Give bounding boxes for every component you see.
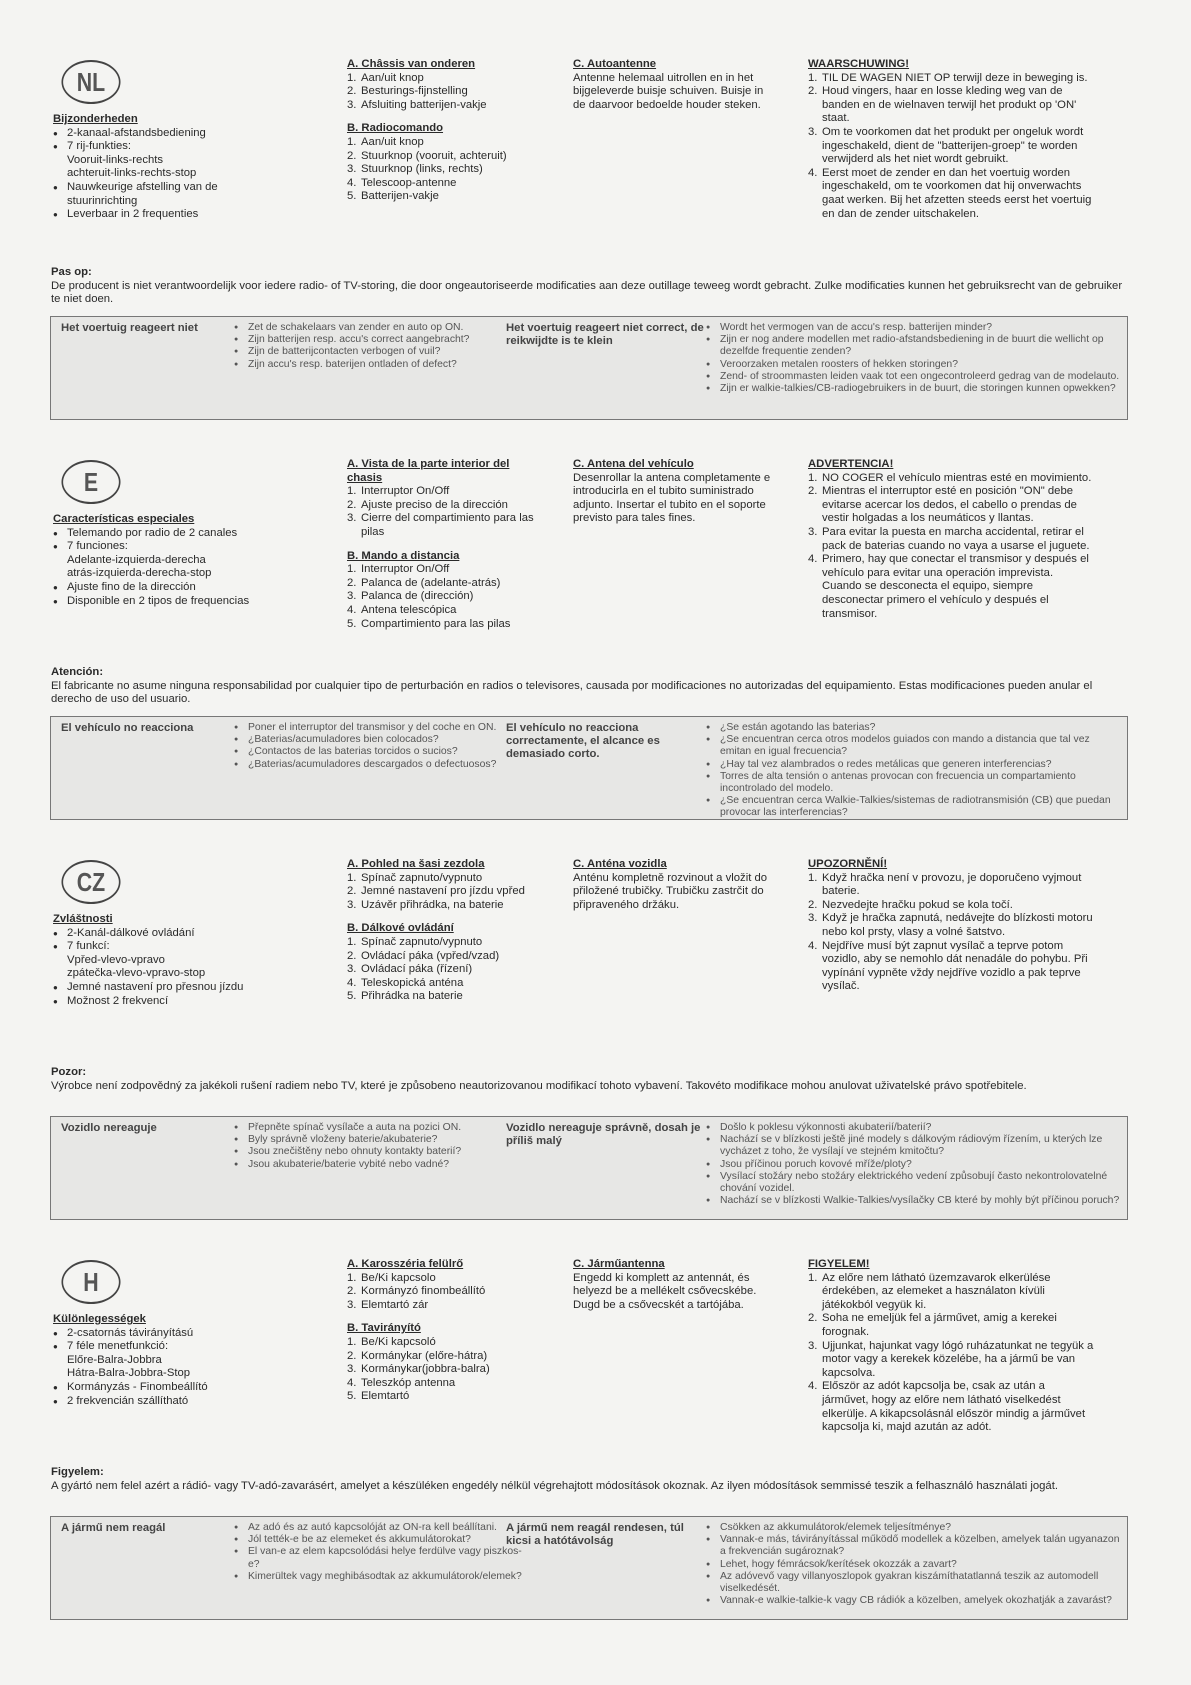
numbered-item: 2. Kormánykar (előre-hátra): [347, 1349, 488, 1362]
troubleshoot-range-title: Het voertuig reageert niet correct, de reikwijdte is te klein: [506, 322, 704, 347]
numbered-item: 2. Mientras el interruptor esté en posición "ON" debe evitarse acercar los dedos, el cabello o prendas de vestir holgadas a los neumáticos y llantas.: [808, 485, 1077, 525]
list-item: ● Zijn de batterijcontacten verbogen of vuil?: [234, 346, 524, 358]
parts-column: [347, 58, 547, 204]
features-title: Características especiales: [53, 513, 195, 525]
antenna-text: Antenne helemaal uitrollen en in het bijgeleverde buisje schuiven. Buisje in de daarvoor bedoelde houder steken.: [573, 71, 764, 111]
numbered-item: 2. Houd vingers, haar en losse kleding weg van de banden en de wielnaven terwijl het produkt op 'ON' staat.: [808, 85, 1077, 125]
numbered-item: 1. Interruptor On/Off: [347, 563, 450, 576]
remote-title: B. Radiocomando: [347, 122, 444, 135]
numbered-item: 2. Jemné nastavení pro jízdu vpřed: [347, 885, 525, 898]
list-item: ● Ajuste fino de la dirección: [53, 581, 283, 595]
numbered-item: 5. Přihrádka na baterie: [347, 990, 463, 1003]
chassis-title: A. Pohled na šasi zezdola: [347, 858, 485, 870]
list-item: ● Lehet, hogy fémrácsok/kerítések okozzák a zavart?: [706, 1559, 1121, 1571]
list-item: ● Zijn er walkie-talkies/CB-radiogebruikers in de buurt, die storingen kunnen opwekken?: [706, 383, 1121, 395]
numbered-item: 4. Nejdříve musí být zapnut vysílač a teprve potom vozidlo, aby se nemohlo dát nenadále do pohybu. Při vypínání vypněte vždy nejdříve vozidlo a pak teprve vysílač.: [808, 939, 1088, 993]
list-item: ● El van-e az elem kapcsolódási helye ferdülve vagy piszkos-e?: [234, 1546, 524, 1570]
list-item: ● Telemando por radio de 2 canales: [53, 527, 283, 541]
remote-list: [347, 563, 547, 631]
parts-column: [347, 1258, 547, 1404]
language-badge: NL: [61, 60, 120, 104]
parts-column: [347, 858, 547, 1004]
numbered-item: 2. Kormányzó finombeállító: [347, 1285, 486, 1298]
troubleshoot-range-list: [706, 322, 1121, 395]
numbered-item: 3. Elemtartó zár: [347, 1298, 429, 1311]
numbered-item: 4. Primero, hay que conectar el transmisor y después el vehículo para evitar una operación imprevista. Cuando se desconecta el equipo, siempre desconectar primero el vehículo y después el transmisor.: [808, 553, 1089, 620]
list-item: ● Jemné nastavení pro přesnou jízdu: [53, 981, 283, 995]
list-item: ● Az adó és az autó kapcsolóját az ON-ra kell beállítani.: [234, 1522, 524, 1534]
list-item: ● ¿Baterias/acumuladores bien colocados?: [234, 734, 524, 746]
features-column: [53, 113, 283, 222]
antenna-text: Engedd ki komplett az antennát, és helyezd be a mellékelt csővecskébe. Dugd be a csővecskét a tartójába.: [573, 1271, 757, 1311]
remote-title: B. Mando a distancia: [347, 549, 460, 562]
chassis-list: [347, 485, 547, 539]
list-item: ● Byly správně vloženy baterie/akubaterie?: [234, 1134, 524, 1146]
warning-list: [808, 1272, 1094, 1435]
numbered-item: 1. Spínač zapnuto/vypnuto: [347, 871, 483, 884]
troubleshoot-no-reaction-list: [234, 1122, 524, 1171]
disclaimer-text: A gyártó nem felel azért a rádió- vagy TV-adó-zavarásért, amelyet a készüléken engedély nélkül végrehajtott módosítások okoznak. Az ilyen módosítások semmissé teszik a felhasználó használati jogát.: [51, 1479, 1058, 1492]
features-title: Különlegességek: [53, 1313, 146, 1325]
disclaimer: [51, 666, 1131, 707]
features-column: [53, 913, 283, 1008]
list-item: ● Jsou příčinou poruch kovové mříže/ploty?: [706, 1159, 1121, 1171]
list-item: ● Došlo k poklesu výkonnosti akubaterií/baterií?: [706, 1122, 1121, 1134]
language-badge: H: [61, 1260, 120, 1304]
list-item: ● Wordt het vermogen van de accu's resp. batterijen minder?: [706, 322, 1121, 334]
numbered-item: 4. Teleszkóp antenna: [347, 1376, 456, 1389]
warning-list: [808, 872, 1094, 994]
troubleshoot-no-reaction-list: [234, 722, 524, 771]
numbered-item: 3. Stuurknop (links, rechts): [347, 163, 483, 176]
list-item: ● ¿Baterias/acumuladores descargados o defectuosos?: [234, 759, 524, 771]
warning-title: FIGYELEM!: [808, 1258, 870, 1270]
antenna-text: Desenrollar la antena completamente e introducirla en el tubito suministrado adjunto. Insertar el tubito en el soporte previsto para tales fines.: [573, 471, 771, 525]
antenna-column: [573, 58, 778, 112]
numbered-item: 2. Stuurknop (vooruit, achteruit): [347, 149, 507, 162]
numbered-item: 1. NO COGER el vehículo mientras esté en movimiento.: [808, 471, 1092, 484]
disclaimer-text: Výrobce není zodpovědný za jakékoli rušení radiem nebo TV, které je způsobeno neautorizovanou modifikací tohoto vybavení. Takovéto modifikace mohou anulovat uživatelské právo spotřebitele.: [51, 1079, 1027, 1092]
troubleshoot-no-reaction-title: El vehículo no reacciona: [61, 722, 194, 734]
numbered-item: 4. Telescoop-antenne: [347, 176, 457, 189]
troubleshooting-box: [50, 316, 1128, 420]
numbered-item: 1. Aan/uit knop: [347, 71, 424, 84]
numbered-item: 3. Ovládací páka (řízení): [347, 963, 473, 976]
list-item: ● Vannak-e walkie-talkie-k vagy CB rádiók a közelben, amelyek okozhatják a zavarást?: [706, 1595, 1121, 1607]
warning-title: UPOZORNĚNÍ!: [808, 858, 888, 870]
remote-list: [347, 936, 547, 1004]
list-item: ● ¿Se encuentran cerca Walkie-Talkies/sistemas de radiotransmisión (CB) que puedan provocar las interferencias?: [706, 795, 1121, 819]
list-item: ● 2-csatornás távirányítású: [53, 1327, 283, 1341]
features-column: [53, 513, 283, 608]
numbered-item: 2. Soha ne emeljük fel a járművet, amig a kerekei forognak.: [808, 1312, 1057, 1338]
numbered-item: 4. Eerst moet de zender en dan het voertuig worden ingeschakeld, om te voorkomen dat hij onverwachts gaat werken. Bij het afzetten steeds eerst het voertuig en dan de zender uitschakelen.: [808, 166, 1092, 220]
disclaimer-title: Pas op:: [51, 266, 92, 278]
list-item: ● Možnost 2 frekvencí: [53, 995, 283, 1009]
list-item: ● Torres de alta tensión o antenas provocan con frecuencia un compartamiento incontrolado del modelo.: [706, 771, 1121, 795]
antenna-title: C. Antena del vehículo: [573, 458, 694, 470]
disclaimer-text: De producent is niet verantwoordelijk voor iedere radio- of TV-storing, die door ongeautoriseerde modificaties aan deze outillage teweeg wordt gebracht. Zulke modificaties kunnen het gebruiksrecht van de gebruiker te niet doen.: [51, 279, 1123, 306]
chassis-title: A. Vista de la parte interior del chasis: [347, 458, 510, 484]
list-item: ● Vannak-e más, távirányítással működő modellek a közelben, amelyek talán ugyanazon a frekvencián sugároznak?: [706, 1534, 1121, 1558]
warning-list: [808, 72, 1094, 222]
list-item: ● Zijn accu's resp. baterijen ontladen of defect?: [234, 359, 524, 371]
numbered-item: 2. Besturings-fijnstelling: [347, 85, 468, 98]
list-item: ● Jól tették-e be az elemeket és akkumulátorokat?: [234, 1534, 524, 1546]
list-item: ● 7 féle menetfunkció: Előre-Balra-Jobbra Hátra-Balra-Jobbra-Stop: [53, 1340, 283, 1381]
antenna-column: [573, 1258, 778, 1312]
numbered-item: 4. Antena telescópica: [347, 603, 457, 616]
features-title: Zvláštnosti: [53, 913, 113, 925]
list-item: ● Nachází se v blízkosti ještě jiné modely s dálkovým rádiovým řízením, u kterých lze vycházet z toho, že vysílají ve stejném kmitočtu?: [706, 1134, 1121, 1158]
warning-title: WAARSCHUWING!: [808, 58, 910, 70]
list-item: ● Zijn batterijen resp. accu's correct aangebracht?: [234, 334, 524, 346]
antenna-column: [573, 458, 778, 526]
chassis-list: [347, 72, 547, 113]
disclaimer: [51, 1066, 1131, 1093]
troubleshoot-no-reaction-list: [234, 1522, 524, 1583]
troubleshoot-range-title: Vozidlo nereaguje správně, dosah je příliš malý: [506, 1122, 701, 1147]
list-item: ● Poner el interruptor del transmisor y del coche en ON.: [234, 722, 524, 734]
chassis-list: [347, 1272, 547, 1313]
numbered-item: 1. Az előre nem látható üzemzavarok elkerülése érdekében, az elemeket a használaton kívüli játékokból vegyük ki.: [808, 1271, 1051, 1311]
list-item: ● Přepněte spínač vysílače a auta na pozici ON.: [234, 1122, 524, 1134]
numbered-item: 1. Spínač zapnuto/vypnuto: [347, 935, 483, 948]
troubleshooting-box: [50, 1516, 1128, 1620]
numbered-item: 3. Cierre del compartimiento para las pilas: [347, 512, 534, 538]
numbered-item: 1. Be/Ki kapcsoló: [347, 1335, 436, 1348]
features-list: [53, 527, 283, 609]
chassis-list: [347, 872, 547, 913]
numbered-item: 5. Compartimiento para las pilas: [347, 617, 511, 630]
list-item: ● Nachází se v blízkosti Walkie-Talkies/vysílačky CB které by mohly být příčinou poruch?: [706, 1195, 1121, 1207]
features-title: Bijzonderheden: [53, 113, 138, 125]
list-item: ● ¿Se encuentran cerca otros modelos guiados con mando a distancia que tal vez emitan en igual frecuencia?: [706, 734, 1121, 758]
numbered-item: 5. Elemtartó: [347, 1390, 410, 1403]
numbered-item: 1. Interruptor On/Off: [347, 485, 450, 498]
numbered-item: 1. Aan/uit knop: [347, 135, 424, 148]
list-item: ● Zend- of stroommasten leiden vaak tot een ongecontroleerd gedrag van de modelauto.: [706, 371, 1121, 383]
list-item: ● ¿Contactos de las baterias torcidos o sucios?: [234, 746, 524, 758]
remote-list: [347, 1336, 547, 1404]
list-item: ● Zet de schakelaars van zender en auto op ON.: [234, 322, 524, 334]
numbered-item: 1. Be/Ki kapcsolo: [347, 1271, 436, 1284]
troubleshoot-no-reaction-title: Het voertuig reageert niet: [61, 322, 198, 334]
list-item: ● Kormányzás - Finombeállító: [53, 1381, 283, 1395]
list-item: ● Kimerültek vagy meghibásodtak az akkumulátorok/elemek?: [234, 1571, 524, 1583]
features-list: [53, 1327, 283, 1409]
antenna-title: C. Anténa vozidla: [573, 858, 667, 870]
numbered-item: 2. Nezvedejte hračku pokud se kola točí.: [808, 898, 1013, 911]
numbered-item: 2. Ovládací páka (vpřed/vzad): [347, 949, 500, 962]
warning-column: [808, 458, 1094, 621]
list-item: ● Az adóvevő vagy villanyoszlopok gyakran kiszámíthatatlanná teszik az automodell viselkedését.: [706, 1571, 1121, 1595]
antenna-title: C. Járműantenna: [573, 1258, 665, 1270]
remote-title: B. Tavirányító: [347, 1322, 421, 1335]
antenna-text: Anténu kompletně rozvinout a vložit do přiložené trubičky. Trubičku zastrčit do připraveného držáku.: [573, 871, 768, 911]
numbered-item: 4. Teleskopická anténa: [347, 976, 464, 989]
warning-list: [808, 472, 1094, 622]
warning-column: [808, 58, 1094, 221]
troubleshoot-range-title: A jármű nem reagál rendesen, túl kicsi a hatótávolság: [506, 1522, 684, 1547]
features-list: [53, 127, 283, 222]
list-item: ● Veroorzaken metalen roosters of hekken storingen?: [706, 359, 1121, 371]
warning-column: [808, 1258, 1094, 1435]
troubleshoot-range-list: [706, 1522, 1121, 1607]
numbered-item: 3. Ujjunkat, hajunkat vagy lógó ruházatunkat ne tegyük a motor vagy a kerekek közelébe, ha a jármű be van kapcsolva.: [808, 1339, 1094, 1379]
numbered-item: 3. Afsluiting batterijen-vakje: [347, 98, 487, 111]
troubleshoot-range-list: [706, 722, 1121, 820]
troubleshoot-no-reaction-list: [234, 322, 524, 371]
features-list: [53, 927, 283, 1009]
disclaimer-text: El fabricante no asume ninguna responsabilidad por cualquier tipo de perturbación en radios o televisores, causada por modificaciones no autorizadas del equipamiento. Estas modificaciones pueden anular el derecho de uso del usuario.: [51, 679, 1093, 706]
remote-title: B. Dálkové ovládání: [347, 922, 454, 935]
list-item: ● Vysílací stožáry nebo stožáry elektrického vedení způsobují často nekontrolovatelné chování vozidel.: [706, 1171, 1121, 1195]
numbered-item: 3. Om te voorkomen dat het produkt per ongeluk wordt ingeschakeld, dient de "batterijen-groep" te worden verwijderd als het niet wordt gebruikt.: [808, 125, 1084, 166]
list-item: ● 7 funkcí: Vpřed-vlevo-vpravo zpátečka-vlevo-vpravo-stop: [53, 940, 283, 981]
troubleshoot-range-title: El vehículo no reacciona correctamente, el alcance es demasiado corto.: [506, 722, 660, 760]
list-item: ● 7 funciones: Adelante-izquierda-derecha atrás-izquierda-derecha-stop: [53, 540, 283, 581]
list-item: ● 7 rij-funkties: Vooruit-links-rechts achteruit-links-rechts-stop: [53, 140, 283, 181]
warning-title: ADVERTENCIA!: [808, 458, 894, 470]
list-item: ● 2 frekvencián szállítható: [53, 1395, 283, 1409]
chassis-title: A. Châssis van onderen: [347, 58, 476, 70]
numbered-item: 5. Batterijen-vakje: [347, 190, 439, 203]
list-item: ● 2-kanaal-afstandsbediening: [53, 127, 283, 141]
numbered-item: 2. Palanca de (adelante-atrás): [347, 576, 501, 589]
troubleshoot-no-reaction-title: A jármű nem reagál: [61, 1522, 166, 1534]
list-item: ● ¿Hay tal vez alambrados o redes metálicas que generen interferencias?: [706, 759, 1121, 771]
numbered-item: 4. Először az adót kapcsolja be, csak az után a járművet, hogy az előre nem látható viselkedést elkerülje. A kikapcsolásnál először mindig a járművet kapcsolja ki, majd azután az adót.: [808, 1380, 1086, 1434]
troubleshooting-box: [50, 716, 1128, 820]
list-item: ● Leverbaar in 2 frequenties: [53, 208, 283, 222]
numbered-item: 2. Ajuste preciso de la dirección: [347, 498, 508, 511]
remote-list: [347, 136, 547, 204]
numbered-item: 3. Palanca de (dirección): [347, 590, 474, 603]
numbered-item: 3. Kormánykar(jobbra-balra): [347, 1363, 490, 1376]
features-column: [53, 1313, 283, 1408]
disclaimer-title: Pozor:: [51, 1066, 87, 1078]
troubleshoot-no-reaction-title: Vozidlo nereaguje: [61, 1122, 157, 1134]
disclaimer: [51, 1466, 1131, 1493]
list-item: ● Disponible en 2 tipos de frequencias: [53, 595, 283, 609]
language-badge: E: [61, 460, 120, 504]
numbered-item: 1. Když hračka není v provozu, je doporučeno vyjmout baterie.: [808, 871, 1082, 898]
list-item: ● Nauwkeurige afstelling van de stuurinrichting: [53, 181, 283, 208]
language-badge: CZ: [61, 860, 120, 904]
chassis-title: A. Karosszéria felülrő: [347, 1258, 464, 1270]
warning-column: [808, 858, 1094, 994]
list-item: ● Zijn er nog andere modellen met radio-afstandsbediening in de buurt die wellicht op dezelfde frequentie zenden?: [706, 334, 1121, 358]
list-item: ● ¿Se están agotando las baterias?: [706, 722, 1121, 734]
troubleshooting-box: [50, 1116, 1128, 1220]
list-item: ● Jsou znečištěny nebo ohnuty kontakty baterií?: [234, 1146, 524, 1158]
troubleshoot-range-list: [706, 1122, 1121, 1207]
parts-column: [347, 458, 547, 631]
numbered-item: 1. TIL DE WAGEN NIET OP terwijl deze in beweging is.: [808, 71, 1088, 84]
numbered-item: 3. Para evitar la puesta en marcha accidental, retirar el pack de baterias cuando no vaya a usarse el juguete.: [808, 525, 1090, 552]
antenna-title: C. Autoantenne: [573, 58, 657, 70]
disclaimer-title: Atención:: [51, 666, 104, 678]
list-item: ● Csökken az akkumulátorok/elemek teljesítménye?: [706, 1522, 1121, 1534]
disclaimer-title: Figyelem:: [51, 1466, 104, 1478]
list-item: ● Jsou akubaterie/baterie vybité nebo vadné?: [234, 1159, 524, 1171]
numbered-item: 3. Uzávěr přihrádka, na baterie: [347, 898, 504, 911]
disclaimer: [51, 266, 1131, 307]
antenna-column: [573, 858, 778, 912]
numbered-item: 3. Když je hračka zapnutá, nedávejte do blízkosti motoru nebo kol prsty, vlasy a volné šatstvo.: [808, 912, 1093, 938]
list-item: ● 2-Kanál-dálkové ovládání: [53, 927, 283, 941]
